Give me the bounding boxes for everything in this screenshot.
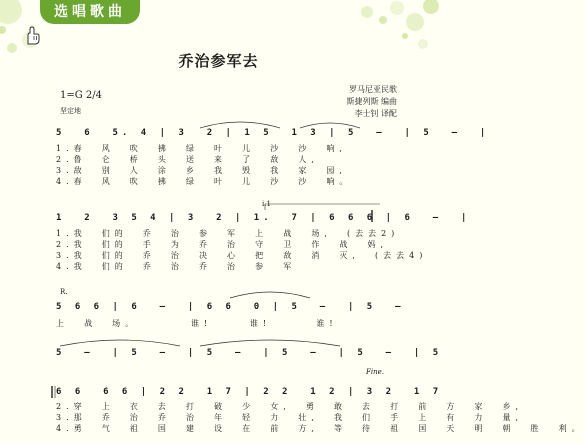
notation-line-4: 5 – | 5 – | 5 – | 5 – | 5 – | 5 (56, 348, 443, 358)
lyric-verse-4: 4.勇 气 祖 国 建 设 在 前 方, 等 待 祖 国 天 明 朝 胜 利。 (56, 424, 585, 433)
lyric-verse-2: 2.鲁 仑 桥 头 送 来 了 敌 人, (56, 155, 319, 164)
slur-mark (200, 122, 280, 128)
key-signature: 1=G 2/4 (60, 90, 103, 101)
volta-marker: i.1 (262, 200, 271, 208)
tie-mark (60, 340, 180, 346)
tie-mark (300, 123, 360, 128)
notation-line-5: 6 6 6 6 | 2 2 1 7 | 2 2 1 2 | 3 2 1 7 (56, 387, 443, 397)
lyric-verse-3: 3.那 乔 治 乔 治 年 轻 力 壮, 我 们 手 上 有 力 量, (56, 413, 524, 422)
lyric-verse-3: 3.我 们的 乔 治 决 心 把 敌 消 灭, (去去4) (56, 251, 428, 260)
notation-line-1: 5 6 5. 4 | 3 2 | 1 5 1 3 | 5 – | 5 – | (56, 128, 490, 138)
lyric-refrain: 上 战 场。 谁! 谁! 谁! (56, 319, 338, 328)
lyric-verse-1: 1.我 们的 乔 治 参 军 上 战 场, (去去2) (56, 229, 400, 238)
lyric-verse-3: 3.敌 别 人 涂 乡 我 毁 我 家 园, (56, 166, 347, 175)
song-title: 乔治参军去 (178, 52, 259, 70)
lyric-verse-4: 4.春 风 吹 拂 绿 叶 儿 沙 沙 响。 (56, 177, 353, 186)
lyric-verse-2: 2.我 们的 手 为 乔 治 守 卫 作 战 妈, (56, 240, 389, 249)
tie-mark (230, 292, 310, 298)
section-banner-label: 选唱歌曲 (54, 4, 126, 20)
tie-mark (200, 340, 340, 346)
refrain-marker: R. (60, 288, 68, 296)
notation-line-2: 1 2 3 5 4 | 3 2 | 1. 7 | 6 6 6 | 6 – | (56, 213, 471, 223)
lyric-verse-4: 4.我 们的 乔 治 乔 治 参 军 (56, 262, 297, 271)
fine-marking: Fine. (366, 368, 384, 376)
credit-arranger: 斯捷列斯 编曲 (346, 97, 397, 106)
lyric-verse-1: 1.春 风 吹 拂 绿 叶 儿 沙 沙 响, (56, 144, 347, 153)
lyric-verse-2: 2.穿 上 衣 去 打 破 少 女, 勇 敢 去 打 前 方 家 乡, (56, 402, 524, 411)
notation-line-3: 5 6 6 | 6 – | 6 6 0 | 5 – | 5 – (56, 302, 405, 312)
credit-origin: 罗马尼亚民歌 (349, 85, 397, 94)
tempo-marking: 坚定地 (60, 107, 81, 115)
credit-translator: 李士钊 译配 (354, 109, 397, 118)
